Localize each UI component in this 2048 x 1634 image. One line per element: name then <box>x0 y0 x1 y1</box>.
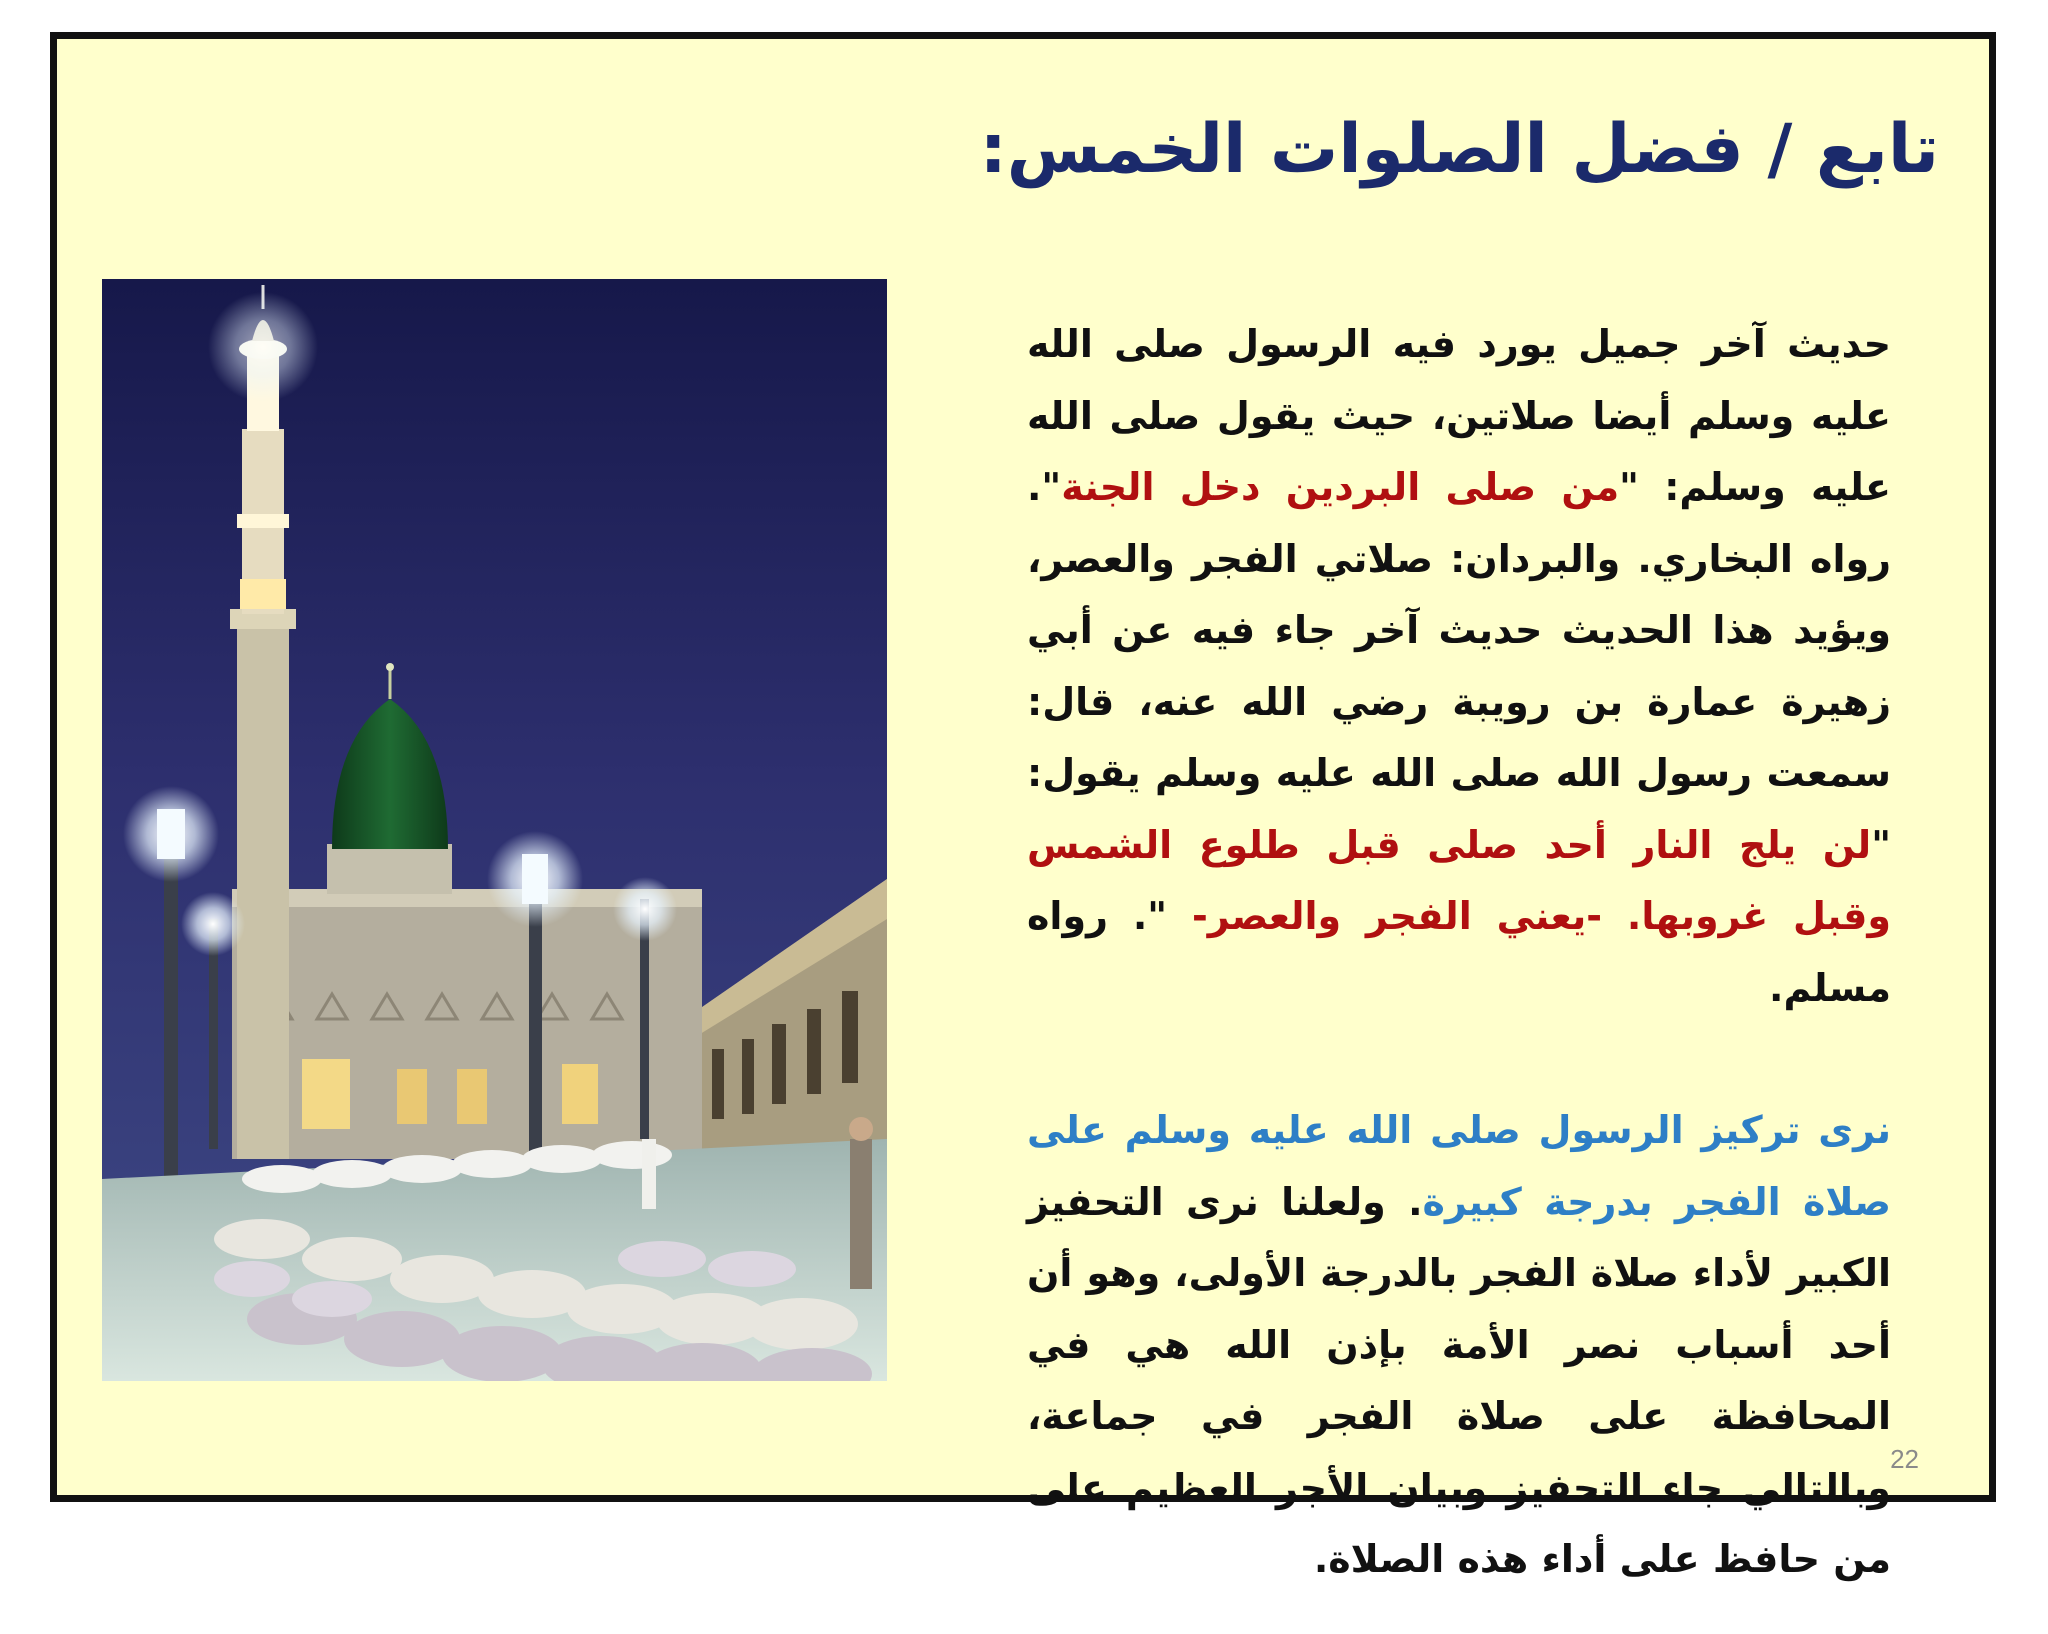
quote-bardain: من صلى البردين دخل الجنة <box>1061 465 1620 509</box>
slide-title: تابع / فضل الصلوات الخمس: <box>979 110 1939 189</box>
paragraph1-text-b: ". رواه البخاري. والبردان: صلاتي الفجر والعصر، ويؤيد هذا الحديث حديث آخر جاء فيه عن أبي زهيرة عمارة بن رويبة رضي الله عنه، قال: سمعت رسول الله صلى الله عليه وسلم يقول: " <box>1027 465 1891 867</box>
slide <box>50 32 1996 1581</box>
paragraph-commentary <box>1027 1095 1891 1596</box>
quote-lan-yalij: لن يلج النار أحد صلى قبل طلوع الشمس وقبل غروبها. -يعني الفجر والعصر- <box>1027 822 1891 938</box>
paragraph-hadith <box>1027 309 1891 1024</box>
mosque-night-prayer-photo <box>102 279 887 1381</box>
paragraph2-text: . ولعلنا نرى التحفيز الكبير لأداء صلاة الفجر بالدرجة الأولى، وهو أن أحد أسباب نصر الأمة بإذن الله هي في المحافظة على صلاة الفجر في جماعة، وبالتالي جاء التحفيز وبيان الأجر العظيم على من حافظ على أداء هذه الصلاة. <box>1027 1179 1891 1581</box>
highlight-fajr-emphasis: نرى تركيز الرسول صلى الله عليه وسلم على صلاة الفجر بدرجة كبيرة <box>1027 1108 1891 1224</box>
paragraph1-text-a: حديث آخر جميل يورد فيه الرسول صلى الله عليه وسلم أيضا صلاتين، حيث يقول صلى الله عليه وسلم: " <box>1027 322 1892 509</box>
page-number: 22 <box>1890 1444 1919 1474</box>
hadith-text <box>1027 309 1891 1634</box>
paragraph1-text-c: ". رواه مسلم. <box>1027 894 1891 1010</box>
